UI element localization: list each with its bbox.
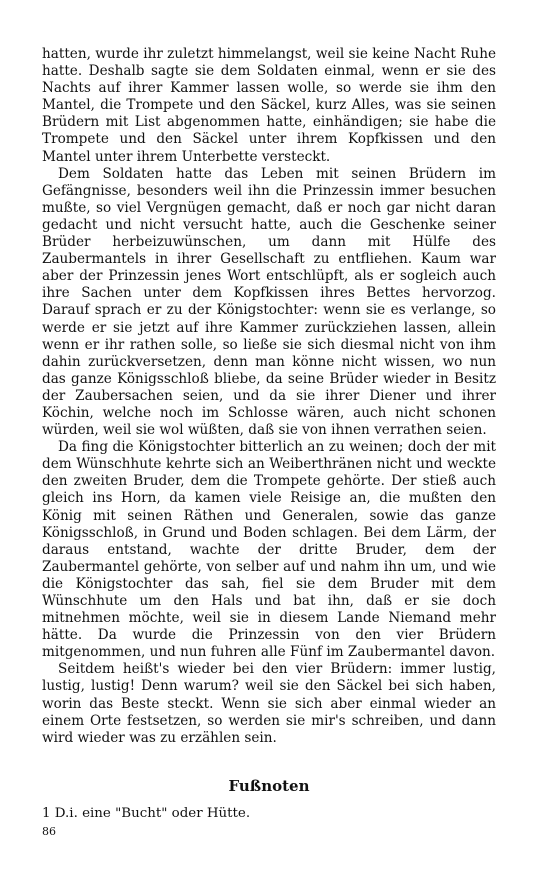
paragraph: hatten, wurde ihr zuletzt himmelangst, weil sie keine Nacht Ruhe hatte. Deshalb sagte sie dem Soldaten einmal, wenn er sie des Nachts auf ihrer Kammer lassen wolle, so werde sie ihm den Mantel, die Trompete und den Säckel, kurz Alles, was sie seinen Brüdern mit List abgenommen hatte, einhändigen; sie habe die Trompete und den Säckel unter ihrem Kopfkissen und den Mantel unter ihrem Unterbette versteckt. bbox=[42, 46, 496, 165]
footnotes-heading: Fußnoten bbox=[228, 776, 310, 795]
page-number: 86 bbox=[42, 825, 56, 838]
paragraph: Dem Soldaten hatte das Leben mit seinen Brüdern im Gefängnisse, besonders weil ihn die Prinzessin immer besuchen mußte, so viel Vergnügen gemacht, daß er noch gar nicht daran gedacht und nicht versucht hatte, auch die Geschenke seiner Brüder herbeizuwünschen, um dann mit Hülfe des Zaubermantels in ihrer Gesellschaft zu entfliehen. Kaum war aber der Prinzessin jenes Wort entschlüpft, als er sogleich auch ihre Sachen unter dem Kopfkissen ihres Bettes hervorzog. Darauf sprach er zu der Königstochter: wenn sie es verlange, so werde er sie jetzt auf ihre Kammer zurückziehen lassen, allein wenn er ihr rathen solle, so ließe sie sich diesmal nicht von ihm dahin zurückversetzen, denn man könne nicht wissen, wo nun das ganze Königsschloß bliebe, da seine Brüder wieder in Besitz der Zaubersachen seien, und da sie ihrer Diener und ihrer Köchin, welche noch im Schlosse wären, auch nicht schonen würden, weil sie wol wüßten, daß sie von ihnen verrathen seien. bbox=[42, 165, 496, 439]
paragraph: Da fing die Königstochter bitterlich an zu weinen; doch der mit dem Wünschhute kehrte sich an Weiberthränen nicht und weckte den zweiten Bruder, dem die Trompete gehörte. Der stieß auch gleich ins Horn, da kamen viele Reisige an, die mußten den König mit seinen Räthen und Generalen, sowie das ganze Königsschloß, in Grund und Boden schlagen. Bei dem Lärm, der daraus entstand, wachte der dritte Bruder, dem der Zaubermantel gehörte, von selber auf und nahm ihn um, und wie die Königstochter das sah, fiel sie dem Bruder mit dem Wünschhute um den Hals und bat ihn, daß er sie doch mitnehmen möchte, weil sie in diesem Lande Niemand mehr hätte. Da wurde die Prinzessin von den vier Brüdern mitgenommen, und nun fuhren alle Fünf im Zaubermantel davon. bbox=[42, 439, 496, 661]
body-text bbox=[42, 46, 496, 747]
paragraph: Seitdem heißt's wieder bei den vier Brüdern: immer lustig, lustig, lustig! Denn warum? weil sie den Säckel bei sich haben, worin das Beste steckt. Wenn sie sich aber einmal wieder an einem Orte festsetzen, so werden sie mir's schreiben, und dann wird wieder was zu erzählen sein. bbox=[42, 661, 496, 746]
page-content bbox=[42, 46, 496, 822]
footnote-item: 1 D.i. eine "Bucht" oder Hütte. bbox=[42, 805, 251, 821]
